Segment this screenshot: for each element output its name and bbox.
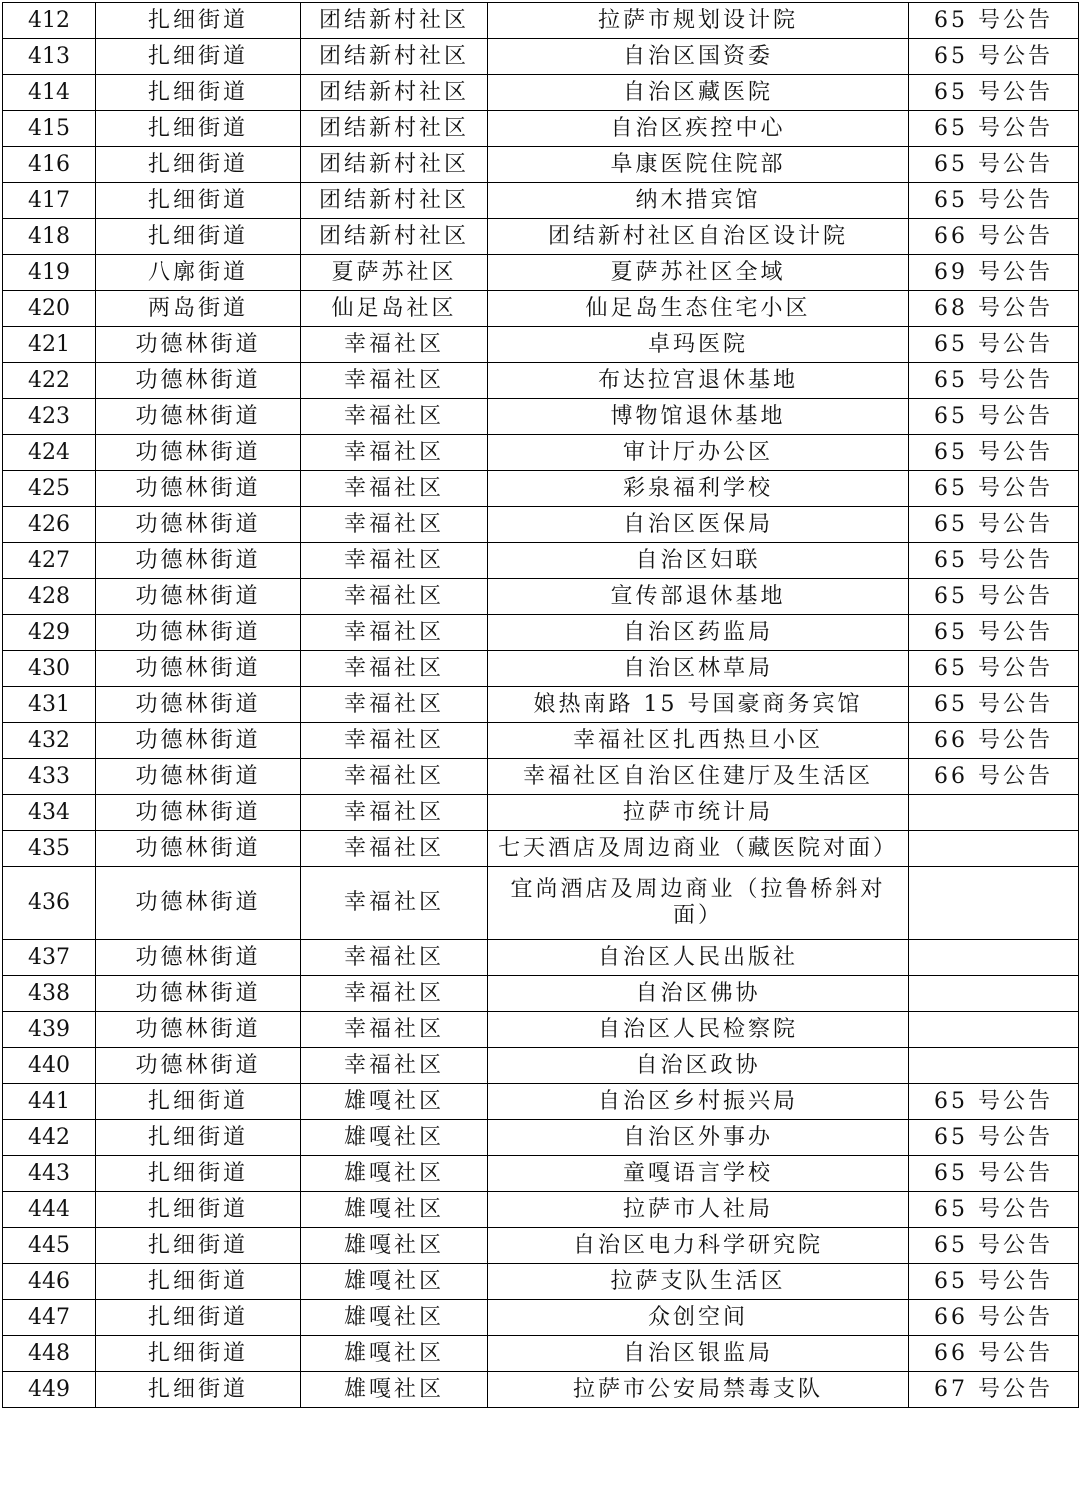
notice-cell: 66 号公告 [909, 723, 1079, 759]
street-cell: 功德林街道 [96, 399, 301, 435]
notice-cell: 65 号公告 [909, 111, 1079, 147]
notice-cell: 65 号公告 [909, 399, 1079, 435]
table-row [3, 1120, 1079, 1156]
community-cell: 幸福社区 [301, 543, 488, 579]
street-cell: 扎细街道 [96, 147, 301, 183]
community-cell: 团结新村社区 [301, 219, 488, 255]
notice-cell: 65 号公告 [909, 1084, 1079, 1120]
notice-cell: 65 号公告 [909, 687, 1079, 723]
notice-cell: 67 号公告 [909, 1372, 1079, 1408]
street-cell: 两岛街道 [96, 291, 301, 327]
row-number-cell: 421 [3, 327, 96, 363]
location-cell: 众创空间 [488, 1300, 909, 1336]
location-cell: 自治区妇联 [488, 543, 909, 579]
location-cell: 自治区医保局 [488, 507, 909, 543]
street-cell: 功德林街道 [96, 1048, 301, 1084]
community-cell: 幸福社区 [301, 976, 488, 1012]
location-cell: 自治区外事办 [488, 1120, 909, 1156]
notice-cell [909, 867, 1079, 940]
notice-cell: 65 号公告 [909, 183, 1079, 219]
community-cell: 幸福社区 [301, 471, 488, 507]
table-row [3, 1336, 1079, 1372]
table-row [3, 3, 1079, 39]
table-row [3, 1300, 1079, 1336]
location-cell: 拉萨支队生活区 [488, 1264, 909, 1300]
row-number-cell: 416 [3, 147, 96, 183]
row-number-cell: 413 [3, 39, 96, 75]
community-cell: 雄嘎社区 [301, 1264, 488, 1300]
street-cell: 功德林街道 [96, 759, 301, 795]
community-cell: 雄嘎社区 [301, 1156, 488, 1192]
table-row [3, 795, 1079, 831]
community-cell: 幸福社区 [301, 327, 488, 363]
street-cell: 扎细街道 [96, 219, 301, 255]
table-row [3, 1372, 1079, 1408]
location-cell: 自治区人民出版社 [488, 940, 909, 976]
notice-cell: 65 号公告 [909, 615, 1079, 651]
table-row [3, 1156, 1079, 1192]
table-body [3, 3, 1079, 1408]
location-cell: 七天酒店及周边商业（藏医院对面） [488, 831, 909, 867]
community-cell: 夏萨苏社区 [301, 255, 488, 291]
table-row [3, 867, 1079, 940]
community-cell: 团结新村社区 [301, 147, 488, 183]
community-cell: 雄嘎社区 [301, 1336, 488, 1372]
street-cell: 功德林街道 [96, 976, 301, 1012]
notice-cell: 66 号公告 [909, 1300, 1079, 1336]
row-number-cell: 423 [3, 399, 96, 435]
row-number-cell: 432 [3, 723, 96, 759]
row-number-cell: 438 [3, 976, 96, 1012]
notice-cell: 66 号公告 [909, 219, 1079, 255]
table-row [3, 579, 1079, 615]
location-cell: 宣传部退休基地 [488, 579, 909, 615]
table-row [3, 976, 1079, 1012]
location-cell: 自治区人民检察院 [488, 1012, 909, 1048]
community-cell: 雄嘎社区 [301, 1120, 488, 1156]
table-row [3, 940, 1079, 976]
row-number-cell: 435 [3, 831, 96, 867]
street-cell: 扎细街道 [96, 183, 301, 219]
notice-cell: 65 号公告 [909, 471, 1079, 507]
table-row [3, 1012, 1079, 1048]
notice-cell [909, 795, 1079, 831]
street-cell: 扎细街道 [96, 39, 301, 75]
community-cell: 团结新村社区 [301, 183, 488, 219]
notice-cell: 65 号公告 [909, 579, 1079, 615]
table-row [3, 291, 1079, 327]
street-cell: 功德林街道 [96, 363, 301, 399]
community-cell: 雄嘎社区 [301, 1300, 488, 1336]
location-cell: 童嘎语言学校 [488, 1156, 909, 1192]
row-number-cell: 424 [3, 435, 96, 471]
row-number-cell: 440 [3, 1048, 96, 1084]
street-cell: 功德林街道 [96, 615, 301, 651]
notice-cell: 65 号公告 [909, 1264, 1079, 1300]
row-number-cell: 420 [3, 291, 96, 327]
notice-cell: 65 号公告 [909, 147, 1079, 183]
street-cell: 功德林街道 [96, 1012, 301, 1048]
street-cell: 扎细街道 [96, 1084, 301, 1120]
street-cell: 扎细街道 [96, 1264, 301, 1300]
row-number-cell: 449 [3, 1372, 96, 1408]
notice-cell: 65 号公告 [909, 1228, 1079, 1264]
community-cell: 幸福社区 [301, 651, 488, 687]
location-cell: 自治区林草局 [488, 651, 909, 687]
row-number-cell: 437 [3, 940, 96, 976]
notice-cell [909, 831, 1079, 867]
table-row [3, 327, 1079, 363]
table-row [3, 39, 1079, 75]
row-number-cell: 439 [3, 1012, 96, 1048]
table-row [3, 543, 1079, 579]
community-cell: 团结新村社区 [301, 111, 488, 147]
location-cell: 自治区疾控中心 [488, 111, 909, 147]
notice-cell: 65 号公告 [909, 507, 1079, 543]
row-number-cell: 430 [3, 651, 96, 687]
street-cell: 功德林街道 [96, 723, 301, 759]
location-cell: 阜康医院住院部 [488, 147, 909, 183]
location-cell: 自治区药监局 [488, 615, 909, 651]
notice-cell: 65 号公告 [909, 1120, 1079, 1156]
street-cell: 功德林街道 [96, 579, 301, 615]
street-cell: 扎细街道 [96, 1156, 301, 1192]
notice-cell: 65 号公告 [909, 327, 1079, 363]
location-cell: 彩泉福利学校 [488, 471, 909, 507]
table-row [3, 75, 1079, 111]
street-cell: 功德林街道 [96, 507, 301, 543]
location-cell: 拉萨市统计局 [488, 795, 909, 831]
street-cell: 扎细街道 [96, 1372, 301, 1408]
table-row [3, 831, 1079, 867]
notice-cell: 65 号公告 [909, 39, 1079, 75]
street-cell: 扎细街道 [96, 1300, 301, 1336]
location-cell: 幸福社区自治区住建厅及生活区 [488, 759, 909, 795]
table-row [3, 687, 1079, 723]
community-cell: 幸福社区 [301, 867, 488, 940]
row-number-cell: 425 [3, 471, 96, 507]
notice-cell [909, 976, 1079, 1012]
row-number-cell: 427 [3, 543, 96, 579]
location-cell: 娘热南路 15 号国豪商务宾馆 [488, 687, 909, 723]
notice-cell: 65 号公告 [909, 1192, 1079, 1228]
row-number-cell: 414 [3, 75, 96, 111]
community-cell: 仙足岛社区 [301, 291, 488, 327]
row-number-cell: 447 [3, 1300, 96, 1336]
location-cell: 自治区乡村振兴局 [488, 1084, 909, 1120]
row-number-cell: 436 [3, 867, 96, 940]
row-number-cell: 412 [3, 3, 96, 39]
location-cell: 拉萨市公安局禁毒支队 [488, 1372, 909, 1408]
street-cell: 功德林街道 [96, 471, 301, 507]
location-cell: 拉萨市规划设计院 [488, 3, 909, 39]
table-row [3, 1192, 1079, 1228]
table-row [3, 759, 1079, 795]
row-number-cell: 429 [3, 615, 96, 651]
table-row [3, 471, 1079, 507]
street-cell: 八廓街道 [96, 255, 301, 291]
row-number-cell: 415 [3, 111, 96, 147]
community-cell: 雄嘎社区 [301, 1372, 488, 1408]
location-cell: 自治区佛协 [488, 976, 909, 1012]
table-row [3, 183, 1079, 219]
row-number-cell: 422 [3, 363, 96, 399]
community-cell: 雄嘎社区 [301, 1228, 488, 1264]
table-row [3, 507, 1079, 543]
table-row [3, 615, 1079, 651]
notice-cell [909, 1048, 1079, 1084]
table-row [3, 1084, 1079, 1120]
community-cell: 幸福社区 [301, 507, 488, 543]
row-number-cell: 446 [3, 1264, 96, 1300]
community-cell: 幸福社区 [301, 435, 488, 471]
location-cell: 自治区银监局 [488, 1336, 909, 1372]
notice-cell: 65 号公告 [909, 435, 1079, 471]
table-row [3, 255, 1079, 291]
table-row [3, 1264, 1079, 1300]
table-row [3, 219, 1079, 255]
community-cell: 团结新村社区 [301, 3, 488, 39]
row-number-cell: 434 [3, 795, 96, 831]
location-cell: 卓玛医院 [488, 327, 909, 363]
notice-cell: 66 号公告 [909, 759, 1079, 795]
row-number-cell: 442 [3, 1120, 96, 1156]
table-row [3, 363, 1079, 399]
table-row [3, 1048, 1079, 1084]
table-row [3, 147, 1079, 183]
street-cell: 功德林街道 [96, 435, 301, 471]
community-cell: 团结新村社区 [301, 39, 488, 75]
row-number-cell: 441 [3, 1084, 96, 1120]
notice-cell: 66 号公告 [909, 1336, 1079, 1372]
notice-cell: 65 号公告 [909, 543, 1079, 579]
row-number-cell: 428 [3, 579, 96, 615]
notice-cell: 69 号公告 [909, 255, 1079, 291]
location-cell: 审计厅办公区 [488, 435, 909, 471]
street-cell: 扎细街道 [96, 1120, 301, 1156]
table-row [3, 435, 1079, 471]
community-cell: 幸福社区 [301, 723, 488, 759]
notice-cell: 65 号公告 [909, 3, 1079, 39]
notice-cell: 65 号公告 [909, 363, 1079, 399]
community-cell: 雄嘎社区 [301, 1084, 488, 1120]
location-cell: 自治区政协 [488, 1048, 909, 1084]
street-cell: 扎细街道 [96, 1192, 301, 1228]
street-cell: 功德林街道 [96, 687, 301, 723]
location-cell: 宜尚酒店及周边商业（拉鲁桥斜对面） [488, 867, 909, 940]
street-cell: 功德林街道 [96, 327, 301, 363]
community-cell: 幸福社区 [301, 831, 488, 867]
row-number-cell: 419 [3, 255, 96, 291]
community-cell: 幸福社区 [301, 687, 488, 723]
community-cell: 幸福社区 [301, 399, 488, 435]
row-number-cell: 433 [3, 759, 96, 795]
community-cell: 幸福社区 [301, 1048, 488, 1084]
street-cell: 功德林街道 [96, 795, 301, 831]
street-cell: 功德林街道 [96, 651, 301, 687]
table-row [3, 399, 1079, 435]
street-cell: 功德林街道 [96, 940, 301, 976]
location-cell: 仙足岛生态住宅小区 [488, 291, 909, 327]
location-cell: 团结新村社区自治区设计院 [488, 219, 909, 255]
community-cell: 雄嘎社区 [301, 1192, 488, 1228]
location-cell: 自治区电力科学研究院 [488, 1228, 909, 1264]
notice-cell [909, 1012, 1079, 1048]
community-cell: 幸福社区 [301, 363, 488, 399]
row-number-cell: 444 [3, 1192, 96, 1228]
street-cell: 扎细街道 [96, 3, 301, 39]
table-row [3, 651, 1079, 687]
area-list-table [2, 2, 1079, 1408]
community-cell: 幸福社区 [301, 615, 488, 651]
notice-cell [909, 940, 1079, 976]
street-cell: 功德林街道 [96, 543, 301, 579]
location-cell: 布达拉宫退休基地 [488, 363, 909, 399]
row-number-cell: 431 [3, 687, 96, 723]
notice-cell: 65 号公告 [909, 651, 1079, 687]
location-cell: 自治区国资委 [488, 39, 909, 75]
location-cell: 博物馆退休基地 [488, 399, 909, 435]
street-cell: 功德林街道 [96, 867, 301, 940]
row-number-cell: 426 [3, 507, 96, 543]
location-cell: 幸福社区扎西热旦小区 [488, 723, 909, 759]
table-row [3, 1228, 1079, 1264]
notice-cell: 65 号公告 [909, 75, 1079, 111]
table-row [3, 111, 1079, 147]
location-cell: 纳木措宾馆 [488, 183, 909, 219]
community-cell: 幸福社区 [301, 579, 488, 615]
street-cell: 扎细街道 [96, 1336, 301, 1372]
notice-cell: 65 号公告 [909, 1156, 1079, 1192]
row-number-cell: 448 [3, 1336, 96, 1372]
notice-cell: 68 号公告 [909, 291, 1079, 327]
community-cell: 幸福社区 [301, 795, 488, 831]
row-number-cell: 417 [3, 183, 96, 219]
community-cell: 幸福社区 [301, 759, 488, 795]
street-cell: 功德林街道 [96, 831, 301, 867]
location-cell: 自治区藏医院 [488, 75, 909, 111]
community-cell: 幸福社区 [301, 1012, 488, 1048]
street-cell: 扎细街道 [96, 111, 301, 147]
location-cell: 夏萨苏社区全域 [488, 255, 909, 291]
row-number-cell: 418 [3, 219, 96, 255]
row-number-cell: 445 [3, 1228, 96, 1264]
street-cell: 扎细街道 [96, 1228, 301, 1264]
table-row [3, 723, 1079, 759]
row-number-cell: 443 [3, 1156, 96, 1192]
community-cell: 团结新村社区 [301, 75, 488, 111]
community-cell: 幸福社区 [301, 940, 488, 976]
street-cell: 扎细街道 [96, 75, 301, 111]
location-cell: 拉萨市人社局 [488, 1192, 909, 1228]
